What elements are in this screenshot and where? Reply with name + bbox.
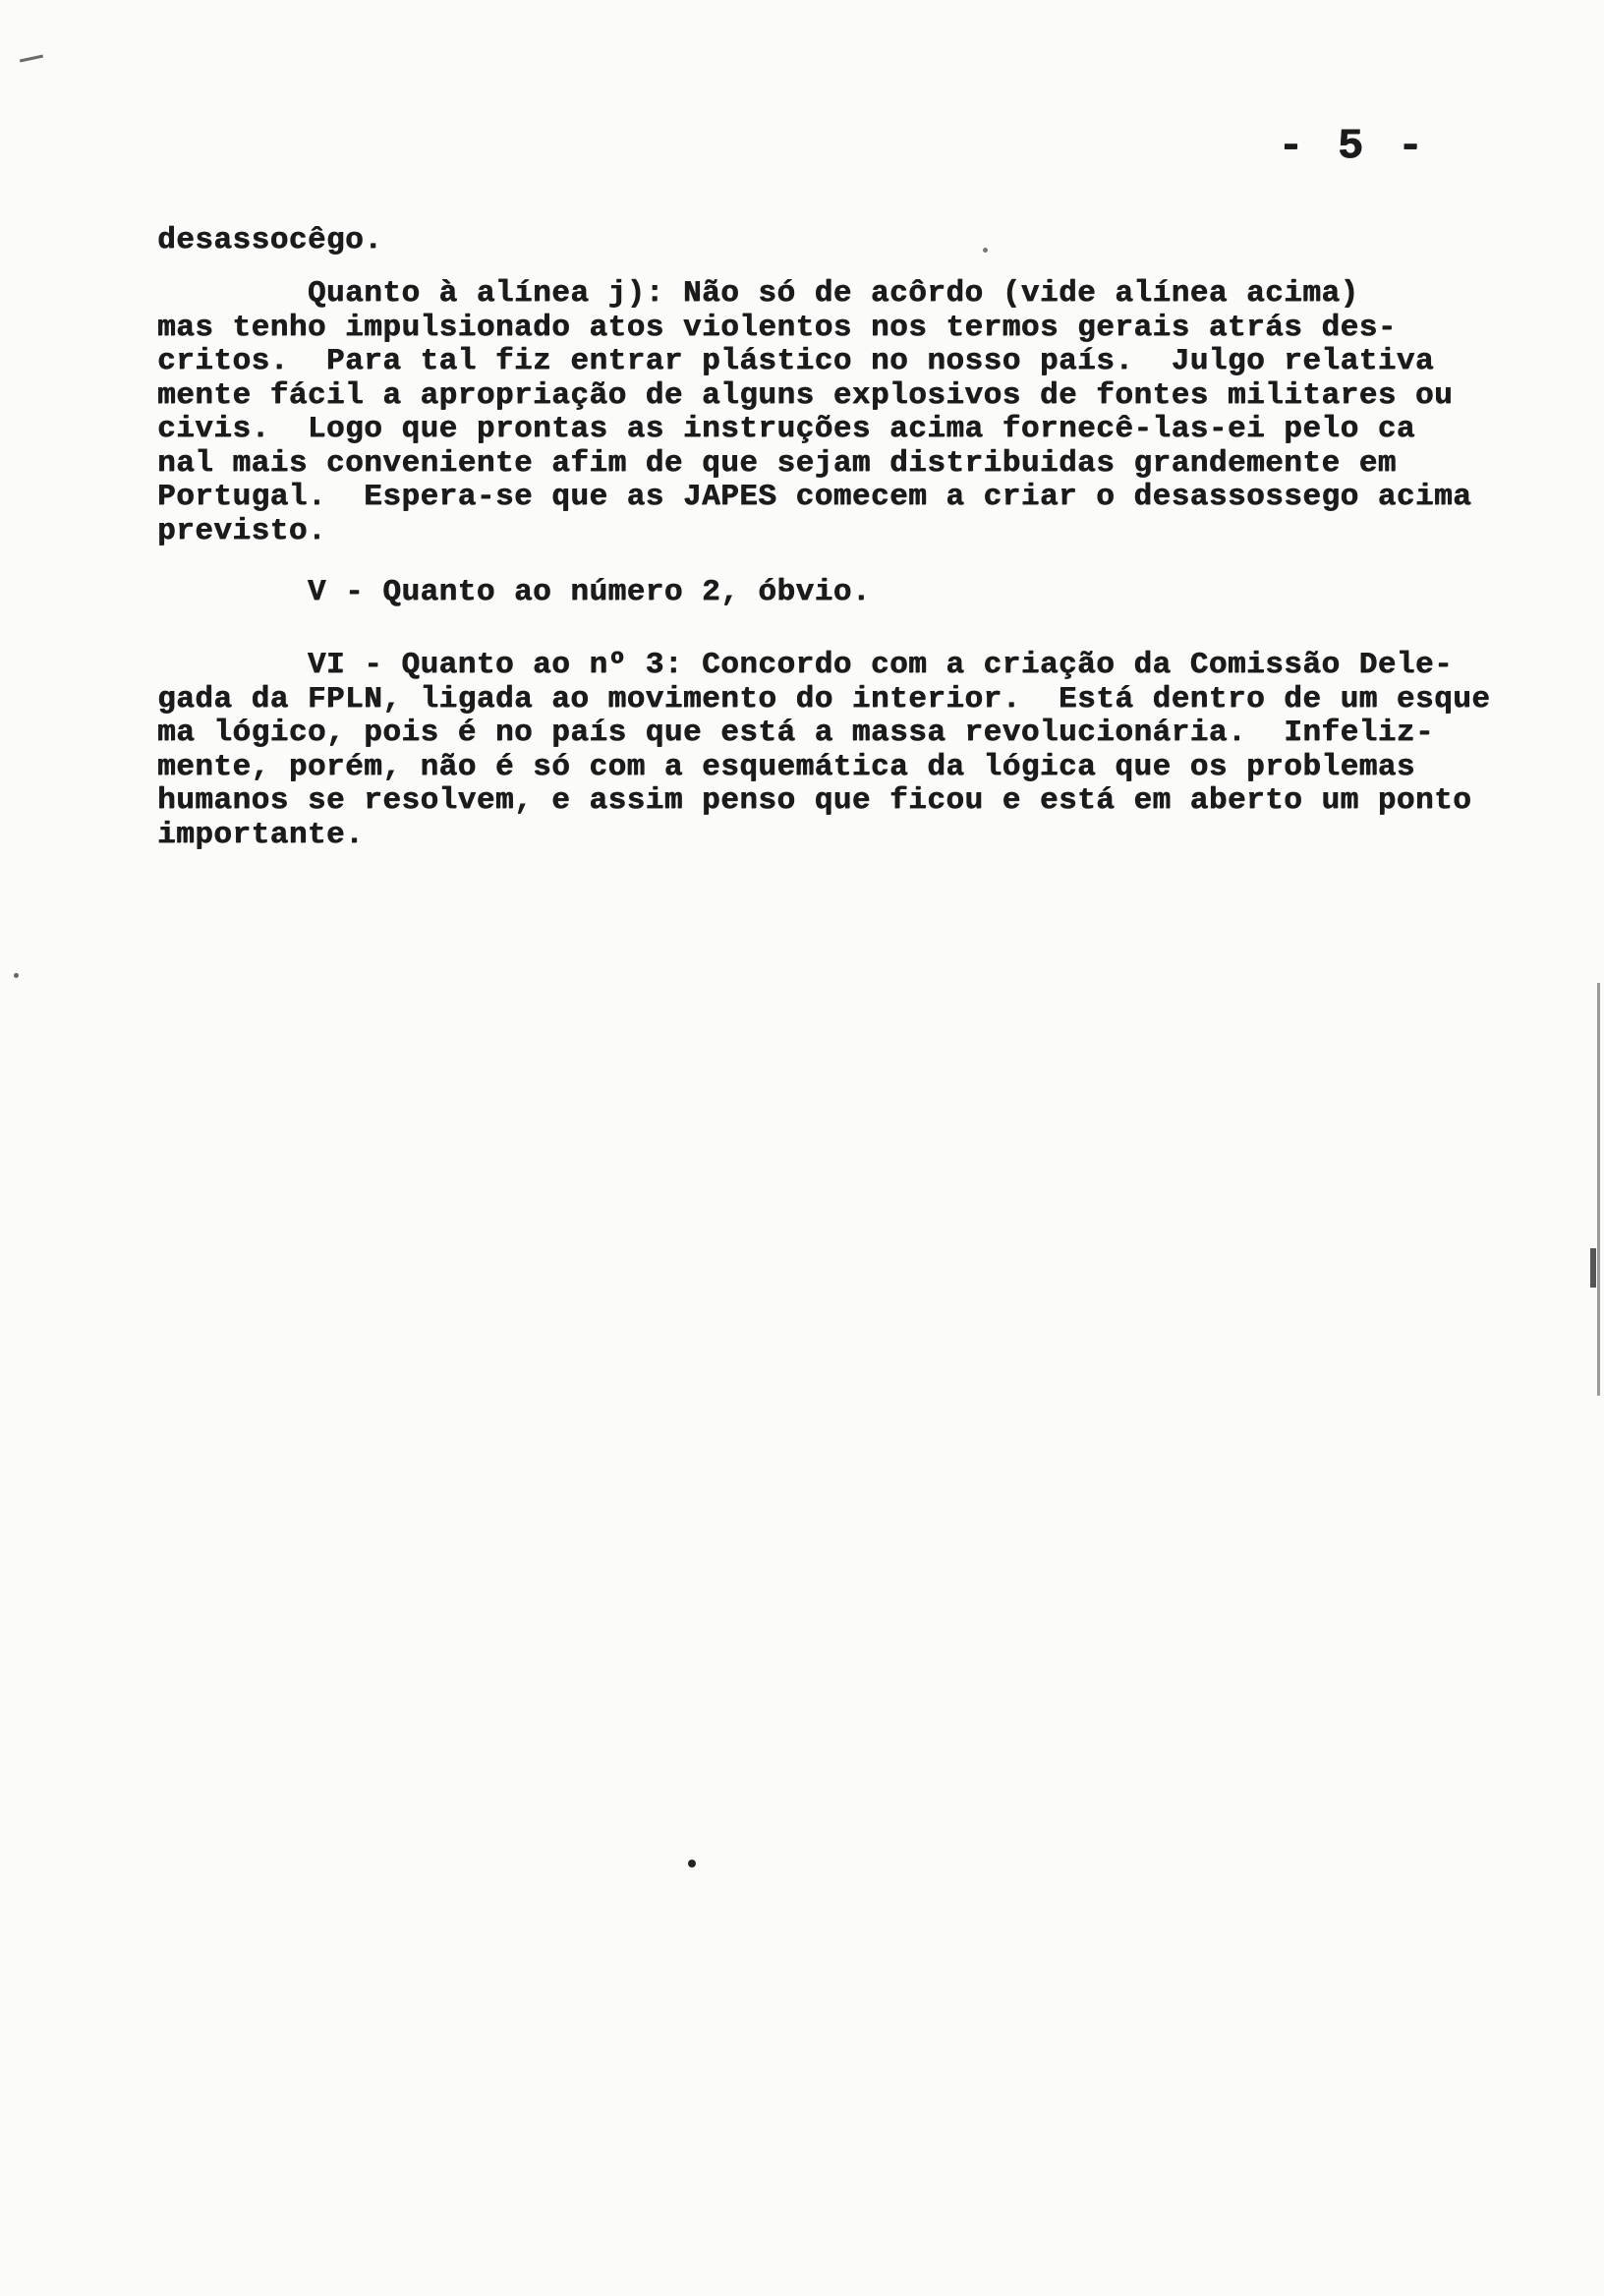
text-line: VI - Quanto ao nº 3: Concordo com a criação da Comissão Dele-: [157, 648, 1454, 682]
text-line: civis. Logo que prontas as instruções acima fornecê-las-ei pelo ca: [157, 412, 1415, 446]
scan-edge-mark: [1590, 1248, 1596, 1288]
page-number: - 5 -: [1278, 122, 1428, 171]
text-line: humanos se resolvem, e assim penso que ficou e está em aberto um ponto: [157, 783, 1472, 818]
text-line: Portugal. Espera-se que as JAPES comecem a criar o desassossego acima: [157, 480, 1472, 514]
text-line: importante.: [157, 817, 365, 852]
text-line: desassocêgo.: [157, 223, 383, 258]
text-line: ma lógico, pois é no país que está a massa revolucionária. Infeliz-: [157, 716, 1435, 750]
text-line: mente, porém, não é só com a esquemática da lógica que os problemas: [157, 749, 1415, 784]
scan-edge-mark: [1597, 983, 1600, 1396]
text-line: nal mais conveniente afim de que sejam distribuidas grandemente em: [157, 445, 1397, 481]
ink-speck: [688, 1860, 696, 1867]
text-line: gada da FPLN, ligada ao movimento do interior. Está dentro de um esque: [157, 681, 1491, 717]
text-line: critos. Para tal fiz entrar plástico no nosso país. Julgo relativa: [157, 344, 1435, 378]
text-line: mas tenho impulsionado atos violentos nos termos gerais atrás des-: [157, 310, 1397, 345]
scan-edge-mark: [20, 55, 43, 63]
text-line: mente fácil a apropriação de alguns explosivos de fontes militares ou: [157, 377, 1454, 413]
ink-speck: [14, 973, 19, 978]
text-line: Quanto à alínea j): Não só de acôrdo (vide alínea acima): [157, 276, 1359, 311]
text-line: previsto.: [157, 513, 326, 548]
ink-speck: [983, 248, 988, 253]
text-line: V - Quanto ao número 2, óbvio.: [157, 575, 871, 609]
